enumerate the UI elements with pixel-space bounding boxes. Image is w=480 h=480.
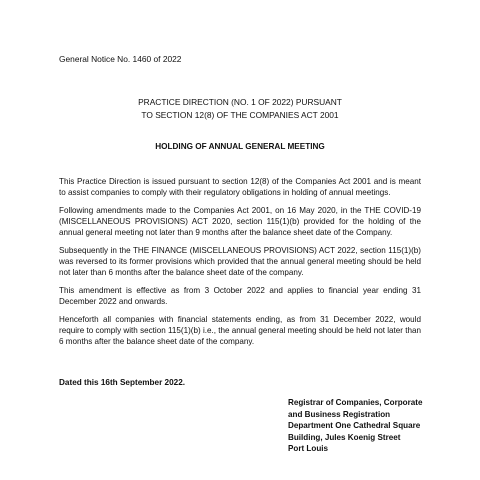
notice-number: General Notice No. 1460 of 2022 [59,54,182,64]
paragraph-3: Subsequently in the THE FINANCE (MISCELLANEOUS PROVISIONS) ACT 2022, section 115(1)(b) was reversed to its former provisions which provided that the annual general meeting should be held not later than 6 months after the balance sheet date of the company. [59,245,421,278]
practice-direction-heading [0,96,480,121]
signature-line: Department One Cathedral Square [288,421,421,431]
signature-line: Port Louis [288,444,329,454]
section-title: HOLDING OF ANNUAL GENERAL MEETING [155,142,325,151]
paragraph-1: This Practice Direction is issued pursuant to section 12(8) of the Companies Act 2001 and is meant to assist companies to comply with their regulatory obligations in holding of annual meetings. [59,177,421,198]
paragraph-5: Henceforth all companies with financial statements ending, as from 31 December 2022, would require to comply with section 115(1)(b) i.e., the annual general meeting should be held not later than 6 months after the balance sheet date of the company. [59,314,421,347]
signature-block [288,397,422,455]
date-line: Dated this 16th September 2022. [59,378,186,387]
body-text [59,176,421,354]
paragraph-4: This amendment is effective as from 3 October 2022 and applies to financial year ending 31 December 2022 and onwards. [59,285,421,307]
signature-line: Building, Jules Koenig Street [288,432,401,442]
signature-line: and Business Registration [288,409,391,419]
paragraph-2: Following amendments made to the Companies Act 2001, on 16 May 2020, in the THE COVID-19 (MISCELLANEOUS PROVISIONS) ACT 2020, section 115(1)(b) provided for the holding of the annual general meeting not later than 9 months after the balance sheet date of the Company. [59,205,421,238]
heading-line-2: TO SECTION 12(8) OF THE COMPANIES ACT 2001 [141,109,339,120]
heading-line-1: PRACTICE DIRECTION (NO. 1 OF 2022) PURSUANT [138,97,342,107]
signature-line: Registrar of Companies, Corporate [288,398,423,407]
